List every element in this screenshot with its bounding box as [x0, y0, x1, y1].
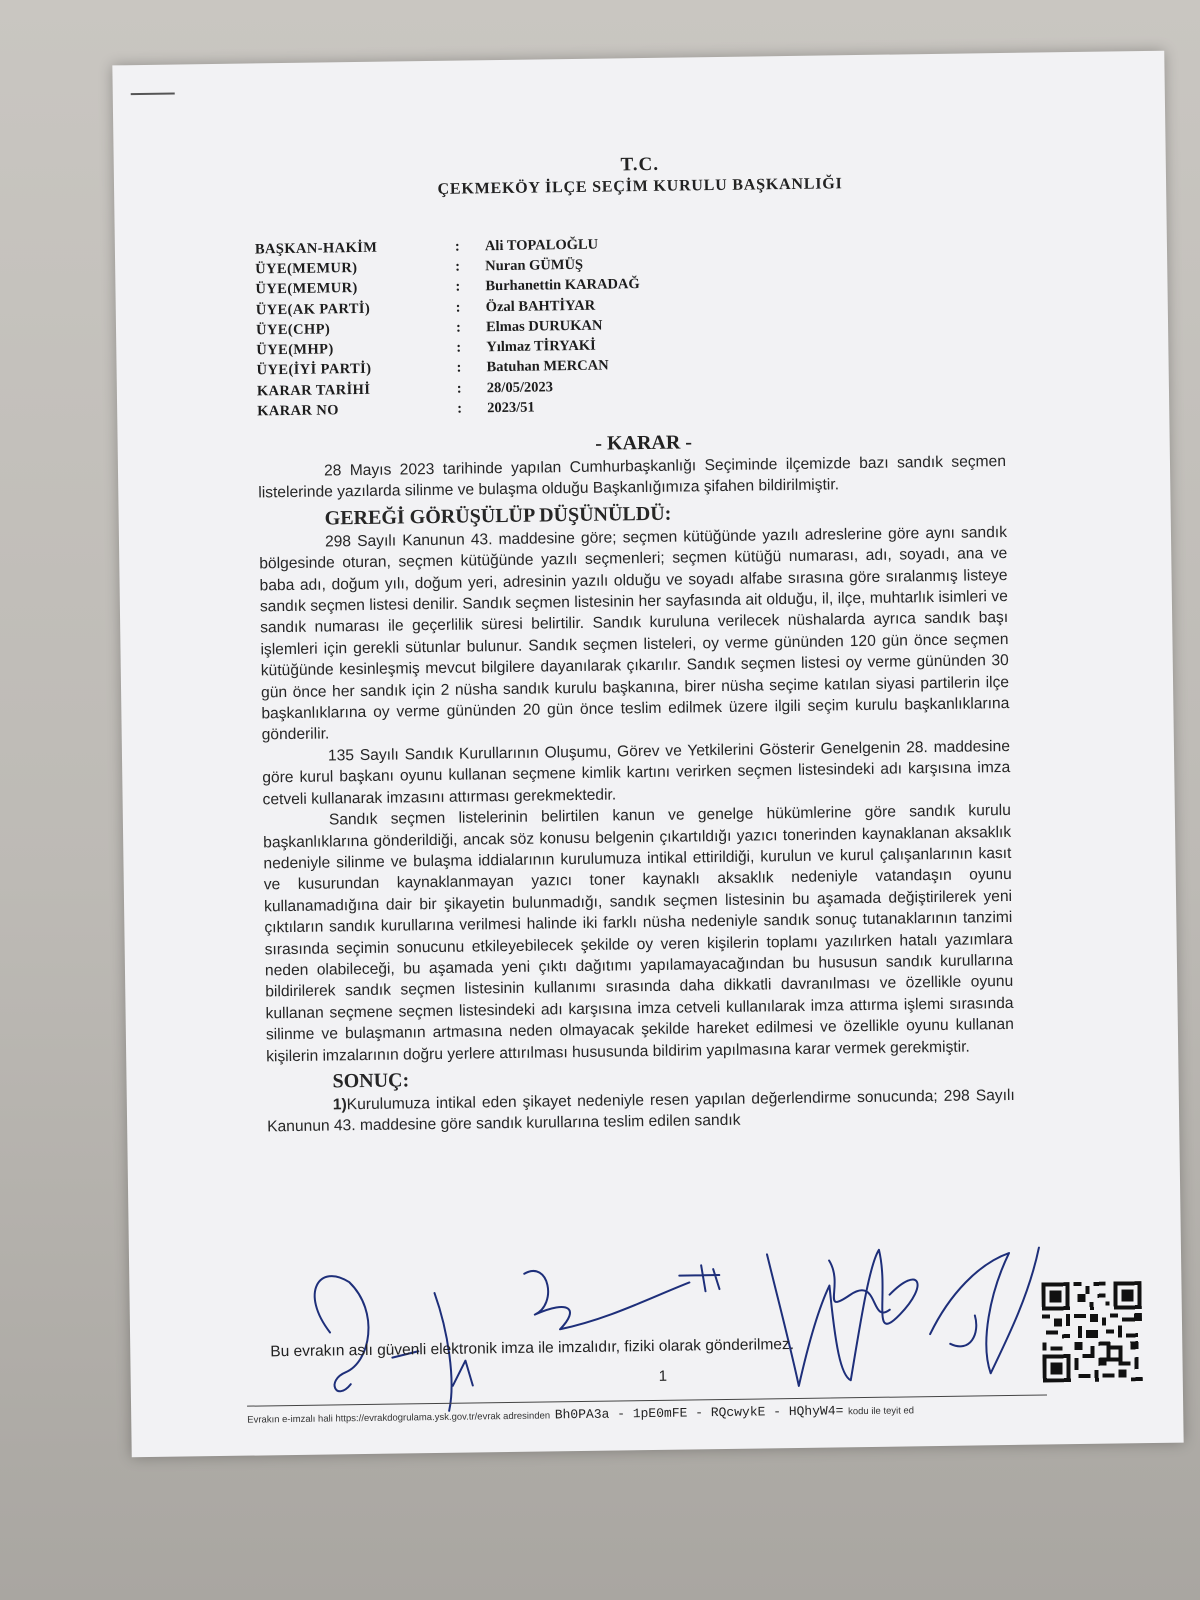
info-label: KARAR NO [257, 402, 340, 420]
info-value: Yılmaz TİRYAKİ [486, 337, 596, 356]
info-label: ÜYE(MEMUR) [255, 259, 358, 278]
e-signature-note: Bu evrakın aslı güvenli elektronik imza ile imzalıdır, fiziki olarak gönderilmez. [270, 1336, 795, 1361]
info-label: KARAR TARİHİ [256, 381, 371, 400]
info-colon: : [455, 278, 461, 295]
signature-4 [767, 1249, 919, 1386]
header-tc: T.C. [620, 153, 660, 176]
info-colon: : [456, 359, 462, 377]
info-colon: : [457, 400, 463, 417]
document-page [112, 51, 1183, 1458]
info-label: ÜYE(MHP) [256, 341, 334, 359]
info-value: Nuran GÜMÜŞ [485, 256, 584, 275]
info-colon: : [454, 238, 460, 255]
info-colon: : [456, 339, 462, 356]
verification-suffix: kodu ile teyit ed [847, 1405, 915, 1418]
page-number: 1 [658, 1367, 668, 1385]
committee-info-table [255, 233, 728, 422]
info-label: ÜYE(İYİ PARTİ) [256, 361, 372, 379]
info-colon: : [455, 258, 461, 275]
info-value: 2023/51 [487, 399, 535, 417]
qr-code [1041, 1281, 1142, 1382]
paragraph-intro: 28 Mayıs 2023 tarihinde yapılan Cumhurbaşkanlığı Seçiminde ilçemizde bazı sandık seçmen listelerinde yazılarda silinme ve bulaşma olduğu Başkanlığımıza şifahen bildirilmiştir. [258, 452, 1007, 502]
signature-1 [314, 1276, 369, 1392]
section-heading-deliberation: GEREĞİ GÖRÜŞÜLÜP DÜŞÜNÜLDÜ: [324, 502, 672, 530]
footer-divider [247, 1394, 1047, 1406]
decision-body [258, 451, 1015, 1138]
signature-3 [524, 1265, 720, 1330]
verification-code: Bh0PA3a - 1pE0mFE - RQcwykE - HQhyW4= [554, 1403, 844, 1423]
result-item-text: Kurulumuza intikal eden şikayet nedeniyle resen yapılan değerlendirme sonucunda; 298 Sayılı Kanunun 43. maddesine göre sandık kurullarına teslim edilen sandık [267, 1086, 1015, 1136]
info-label: ÜYE(AK PARTİ) [255, 300, 371, 318]
info-label: ÜYE(MEMUR) [255, 280, 358, 298]
info-colon: : [455, 299, 461, 316]
paragraph-result-1 [267, 1085, 1016, 1138]
paragraph-assessment: Sandık seçmen listelerinin belirtilen kanun ve genelge hükümlerine göre sandık kurulu başkanlıklarına gönderildiği, ancak söz konusu belgenin çıkartıldığı yazıcı tonerinden kaynaklanan aksaklık nedeniyle silinme ve bulaşma iddialarının kurulumuza intikal ettirildiği, kurulun ve kurul çalışanlarının kasıt ve kusurundan kaynaklanmayan yazıcı toner kaynaklı aksaklık nedeniyle vatandaşın oyunu kullanamadığına dair bir şikayetin bulunmadığı, sandık seçmen listesinin bu aşamada değiştirilerek yeni çıktıların sandık kurullarına verilmesi halinde iki farklı nüsha nedeniyle sandık sonuç tutanaklarının tanzimi sırasında seçimin sonucunu etkileyebilecek şekilde oy veren kişilerin toplamı yazılırken hatalı yazımlara neden olabileceği, bu aşamada yeni çıktı dağıtımı yapılamayacağından bu hususun sandık kurullarına bildirilerek sandık seçmen listesinin kullanımı sırasında daha dikkatli davranılması ve özellikle oyunu kullanan seçmene seçmen listesindeki adı karşısına imza cetveli kullanılarak imza attırma işlemi sırasında silinme ve bulaşmanın artmasına neden olmayacak şekilde hareket edilmesi ve özellikle oyunu kullanan kişilerin imzalarının doğru yerlere attırılması hususunda bildirim yapılmasına karar vermek gerekmiştir. [263, 802, 1014, 1065]
info-label: BAŞKAN-HAKİM [254, 239, 378, 258]
result-item-number: 1) [332, 1096, 347, 1114]
info-value: Batuhan MERCAN [486, 357, 609, 376]
info-value: 28/05/2023 [486, 379, 554, 396]
info-colon: : [456, 380, 462, 397]
info-label: ÜYE(CHP) [255, 321, 331, 339]
signature-5 [929, 1248, 1041, 1375]
verification-prefix: Evrakın e-imzalı hali https://evrakdogrulama.ysk.gov.tr/evrak adresinden [247, 1410, 551, 1426]
section-heading-result: SONUÇ: [332, 1069, 410, 1093]
header-institution: ÇEKMEKÖY İLÇE SEÇİM KURULU BAŞKANLIĞI [437, 175, 843, 198]
info-colon: : [455, 319, 461, 336]
decision-title: - KARAR - [595, 431, 693, 455]
info-value: Burhanettin KARADAĞ [485, 276, 640, 295]
info-value: Ali TOPALOĞLU [484, 236, 599, 254]
verification-line [247, 1402, 914, 1426]
paragraph-circular-135: 135 Sayılı Sandık Kurullarının Oluşumu, Görev ve Yetkilerini Gösterir Genelgenin 28. maddesine göre kurul başkanı oyunu kullanan seçmene kimlik kartını verirken seçmen listesindeki adı karşısına imza cetveli kullanarak imzasını attırması gerekmektedir. [262, 737, 1011, 809]
paragraph-law-298: 298 Sayılı Kanunun 43. maddesine göre; seçmen kütüğünde yazılı adreslerine göre aynı sandık bölgesinde oturan, seçmen kütüğünde yazılı seçmenleri; seçmen kütüğü numarası, adı, soyadı, ana ve baba adı, doğum yılı, doğum yeri, adresinin yazılı olduğu ve soyadı alfabe sırasına göre sıralanmış listeye sandık seçmen listesi denilir. Sandık seçmen listesinin her sayfasında ait olduğu, il, ilçe, muhtarlık isimleri ve sandık numarası ile geçerlilik süresi belirtilir. Sandık kuruluna verilecek nüshalarda ayrıca sandık başı işlemleri için gerekli sütunlar bulunur. Sandık seçmen listeleri, oy verme gününden 120 gün önce seçmen kütüğünde kesinleşmiş mevcut bilgilere dayanılarak çıkarılır. Sandık seçmen listesi oy verme gününden 30 gün önce her sandık için 2 nüsha sandık kurulu başkanına, birer nüsha seçime katılan siyasi partilerin ilçe başkanlıklarına oy verme gününden 20 gün önce teslim edilmek üzere ilgili seçim kurulu başkanlıklarına gönderilir. [259, 523, 1010, 744]
info-value: Elmas DURUKAN [485, 317, 603, 336]
top-mark [131, 93, 175, 96]
info-value: Özal BAHTİYAR [485, 297, 596, 315]
